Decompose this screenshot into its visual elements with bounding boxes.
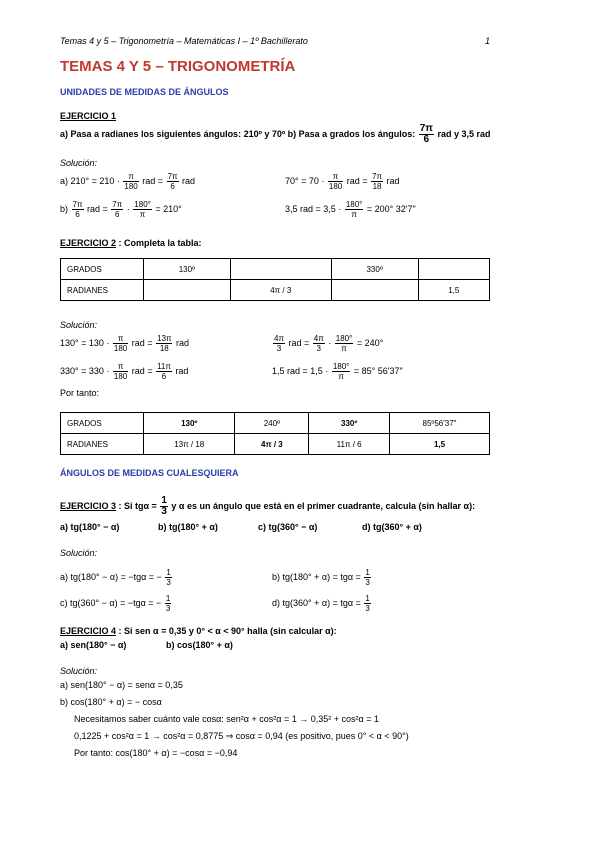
table-cell: 330º xyxy=(331,259,418,280)
exercise-4-solution-label: Solución: xyxy=(60,666,98,676)
table-cell: 4π / 3 xyxy=(235,434,309,455)
page-number: 1 xyxy=(484,36,490,46)
table-cell: 240º xyxy=(235,413,309,434)
table-cell xyxy=(331,280,418,301)
table-cell: GRADOS xyxy=(61,413,144,434)
table-row xyxy=(61,413,490,434)
ex1-solution-line-a: a) 210° = 210 · $\frac{\pi}{180}$ rad = $\frac{7\pi}{6}$ rad xyxy=(60,172,196,191)
table-cell: 85º56'37" xyxy=(390,413,490,434)
exercise-1-statement: a) Pasa a radianes los siguientes ángulos: 210º y 70º b) Pasa a grados los ángulos: $\frac{7\pi}{6}$ rad y 3,5 rad xyxy=(60,123,491,145)
ex4-solution-line-3: Necesitamos saber cuánto vale cosα: sen²α + cos²α = 1 → 0,35² + cos²α = 1 xyxy=(74,714,379,724)
page-title: TEMAS 4 Y 5 – TRIGONOMETRÍA xyxy=(60,58,296,75)
ex3-solution-d: d) tg(360° + α) = tgα = $\frac{1}{3}$ xyxy=(272,594,370,613)
table-cell: 4π / 3 xyxy=(230,280,331,301)
page-header xyxy=(60,36,490,46)
ex1-solution-line-b: b) $\frac{7\pi}{6}$ rad = $\frac{7\pi}{6}$ · $\frac{180^\circ}{\pi}$ = 210° xyxy=(60,200,182,219)
table-complete xyxy=(60,412,490,455)
table-cell xyxy=(418,259,490,280)
table-row xyxy=(61,259,490,280)
ex3-solution-a: a) tg(180° − α) = −tgα = − $\frac{1}{3}$ xyxy=(60,568,171,587)
ex1-solution-line-a-right: 70° = 70 · $\frac{\pi}{180}$ rad = $\frac{7\pi}{18}$ rad xyxy=(285,172,400,191)
exercise-1-solution-label: Solución: xyxy=(60,158,98,168)
table-cell xyxy=(230,259,331,280)
exercise-1-label: EJERCICIO 1 xyxy=(60,111,117,121)
header-text: Temas 4 y 5 – Trigonometría – Matemáticas I – 1º Bachillerato xyxy=(60,36,308,46)
ex4-solution-line-2: b) cos(180° + α) = − cosα xyxy=(60,697,162,707)
ex4-item-a: a) sen(180° − α) xyxy=(60,640,127,650)
ex3-solution-b: b) tg(180° + α) = tgα = $\frac{1}{3}$ xyxy=(272,568,370,587)
table-cell: 13π / 18 xyxy=(144,434,235,455)
therefore-label: Por tanto: xyxy=(60,388,100,398)
table-cell: 11π / 6 xyxy=(309,434,390,455)
ex2-solution-line-2-right: 1,5 rad = 1,5 · $\frac{180^\circ}{\pi}$ = 85° 56'37" xyxy=(272,362,403,381)
exercise-3-statement: EJERCICIO 3 : Si tgα = $\frac{1}{3}$ y α es un ángulo que está en el primer cuadrante, calcula (sin hallar α): xyxy=(60,495,476,517)
ex3-item-a: a) tg(180° − α) xyxy=(60,522,120,532)
table-cell: GRADOS xyxy=(61,259,144,280)
table-row xyxy=(61,434,490,455)
exercise-4-statement: EJERCICIO 4 : Si sen α = 0,35 y 0° < α < 90° halla (sin calcular α): xyxy=(60,626,337,636)
ex2-solution-line-2: 330° = 330 · $\frac{\pi}{180}$ rad = $\frac{11\pi}{6}$ rad xyxy=(60,362,189,381)
ex3-solution-c: c) tg(360° − α) = −tgα = − $\frac{1}{3}$ xyxy=(60,594,171,613)
ex2-solution-line-1-right: $\frac{4\pi}{3}$ rad = $\frac{4\pi}{3}$ · $\frac{180^\circ}{\pi}$ = 240° xyxy=(274,334,384,353)
table-cell: 1,5 xyxy=(390,434,490,455)
ex1-solution-line-b-right: 3,5 rad = 3,5 · $\frac{180^\circ}{\pi}$ = 200° 32'7" xyxy=(285,200,416,219)
table-incomplete xyxy=(60,258,490,301)
table-cell: 130º xyxy=(144,413,235,434)
ex2-solution-line-1: 130° = 130 · $\frac{\pi}{180}$ rad = $\frac{13\pi}{18}$ rad xyxy=(60,334,190,353)
table-cell: RADIANES xyxy=(61,280,144,301)
ex3-item-d: d) tg(360° + α) xyxy=(362,522,422,532)
ex4-solution-line-4: 0,1225 + cos²α = 1 → cos²α = 0,8775 ⇒ cosα = 0,94 (es positivo, pues 0° < α < 90°) xyxy=(74,731,409,741)
section-heading-units: UNIDADES DE MEDIDAS DE ÁNGULOS xyxy=(60,87,229,97)
ex4-solution-line-5: Por tanto: cos(180° + α) = −cosα = −0,94 xyxy=(74,748,238,758)
ex3-item-b: b) tg(180° + α) xyxy=(158,522,218,532)
ex3-item-c: c) tg(360° − α) xyxy=(258,522,318,532)
table-cell: 130º xyxy=(144,259,231,280)
exercise-3-solution-label: Solución: xyxy=(60,548,98,558)
section-heading-angles: ÁNGULOS DE MEDIDAS CUALESQUIERA xyxy=(60,468,239,478)
table-row xyxy=(61,280,490,301)
exercise-2-solution-label: Solución: xyxy=(60,320,98,330)
ex4-item-b: b) cos(180° + α) xyxy=(166,640,233,650)
table-cell: 330º xyxy=(309,413,390,434)
table-cell: RADIANES xyxy=(61,434,144,455)
ex4-solution-line-1: a) sen(180° − α) = senα = 0,35 xyxy=(60,680,183,690)
table-cell: 1,5 xyxy=(418,280,490,301)
exercise-2-label: EJERCICIO 2 : Completa la tabla: xyxy=(60,238,202,248)
table-cell xyxy=(144,280,231,301)
fraction: $\frac{7\pi}{6}$ xyxy=(419,123,433,145)
